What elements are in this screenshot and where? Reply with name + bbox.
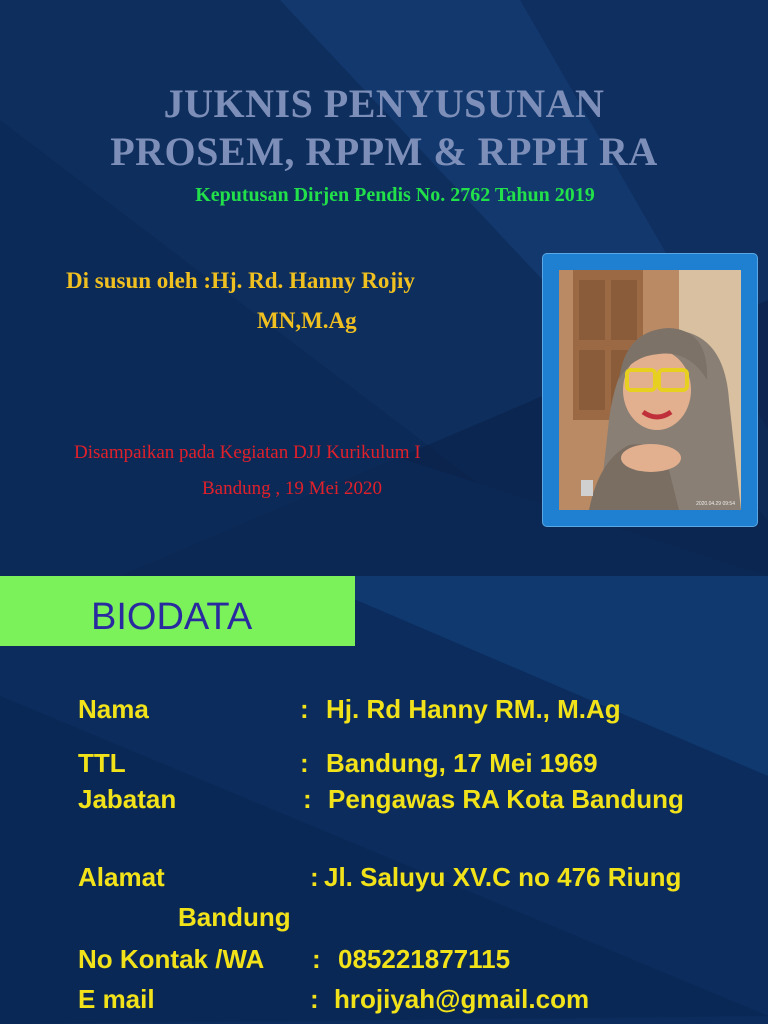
bio-value-email: hrojiyah@gmail.com	[334, 984, 590, 1014]
bio-value-alamat-cont: Bandung	[178, 902, 291, 932]
bio-label-kontak: No Kontak /WA	[78, 944, 265, 974]
bio-value-alamat: Jl. Saluyu XV.C no 476 Riung	[324, 862, 682, 892]
bio-label-email: E mail	[78, 984, 155, 1014]
place-date: Bandung , 19 Mei 2020	[202, 478, 382, 499]
bio-sep-alamat: :	[310, 862, 319, 892]
bio-label-jabatan: Jabatan	[78, 784, 177, 814]
bio-label-alamat: Alamat	[78, 862, 165, 892]
author-line-2: MN,M.Ag	[257, 308, 357, 333]
bio-value-nama: Hj. Rd Hanny RM., M.Ag	[326, 694, 621, 724]
bio-sep-email: :	[310, 984, 319, 1014]
bio-sep-jabatan: :	[303, 784, 312, 814]
bio-value-kontak: 085221877115	[338, 944, 511, 974]
photo-frame	[543, 254, 757, 526]
bio-sep-kontak: :	[312, 944, 321, 974]
title-line-1: JUKNIS PENYUSUNAN	[163, 81, 605, 126]
biodata-heading: BIODATA	[91, 596, 253, 638]
subtitle: Keputusan Dirjen Pendis No. 2762 Tahun 2019	[195, 184, 595, 206]
bio-value-ttl: Bandung, 17 Mei 1969	[326, 748, 598, 778]
photo-timestamp: 2020.04.29 09:54	[696, 501, 735, 507]
author-photo	[559, 270, 741, 510]
biodata-slide	[0, 576, 768, 1024]
bio-sep-nama: :	[300, 694, 309, 724]
biodata-heading-box	[0, 576, 355, 646]
bio-label-ttl: TTL	[78, 748, 126, 778]
title-line-2: PROSEM, RPPM & RPPH RA	[110, 129, 658, 174]
bio-sep-ttl: :	[300, 748, 309, 778]
bio-value-jabatan: Pengawas RA Kota Bandung	[328, 784, 684, 814]
event-line: Disampaikan pada Kegiatan DJJ Kurikulum I	[74, 442, 421, 463]
bio-label-nama: Nama	[78, 694, 149, 724]
author-line-1: Di susun oleh :Hj. Rd. Hanny Rojiy	[66, 268, 415, 293]
